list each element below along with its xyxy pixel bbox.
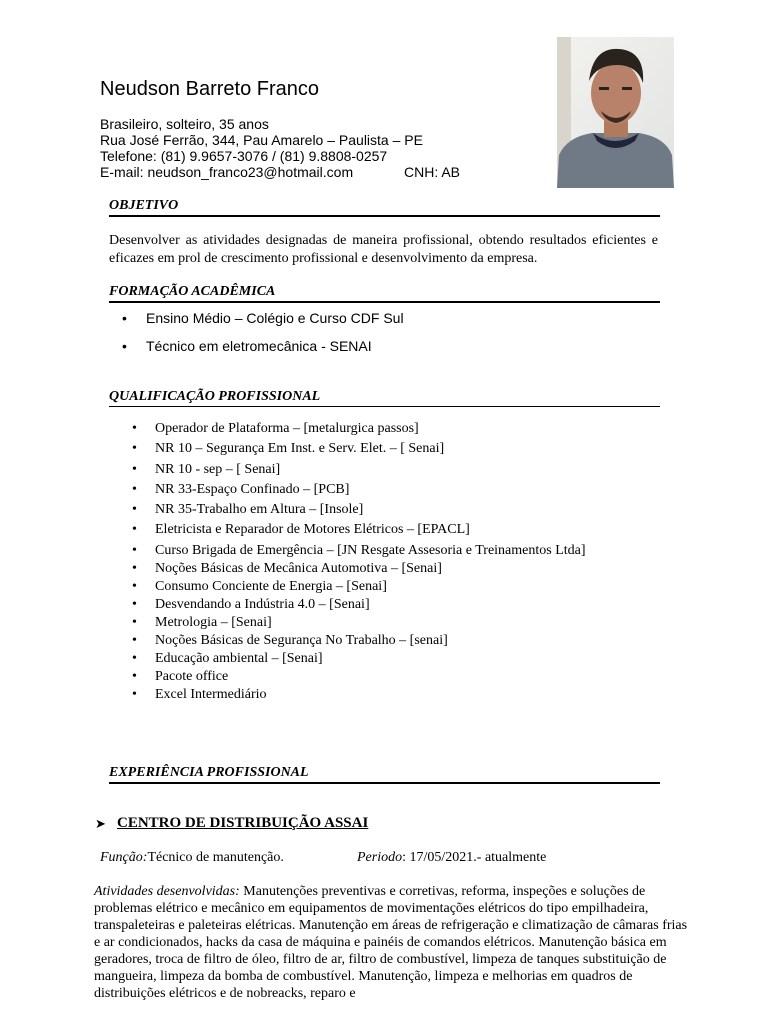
activities-text: Manutenções preventivas e corretivas, reforma, inspeções e soluções de problemas elétrico e mecânico em equipamentos de movimentações elétricos do tipo empilhadeira, transpaleteiras e paleteiras elétricas. Manutenção em áreas de refrigeração e climatização de câmaras frias e ar condicionados, hacks da casa de máquina e painéis de comandos elétricos. Manutenção básica em geradores, troca de filtro de óleo, filtro de ar, filtro de combustível, limpeza de tanques substituição de mangueira, limpeza da bomba de combustível. Manutenção, limpeza e melhorias em quadros de distribuições elétricos e de nobreacks, reparo e xyxy=(94,884,688,1001)
qualification-item: • Desvendando a Indústria 4.0 – [Senai] xyxy=(132,597,370,612)
section-title-experience: EXPERIÊNCIA PROFISSIONAL xyxy=(109,764,660,784)
phone: Telefone: (81) 9.9657-3076 / (81) 9.8808-0257 xyxy=(100,148,388,164)
arrow-bullet-icon: ➤ xyxy=(95,816,106,831)
job-activities xyxy=(94,883,696,1002)
driver-license: CNH: AB xyxy=(404,164,461,180)
period-value: : 17/05/2021.- atualmente xyxy=(402,850,547,865)
activities-label: Atividades desenvolvidas: xyxy=(94,884,240,899)
period-label: Periodo xyxy=(357,850,403,865)
job-period xyxy=(357,850,546,866)
education-item: • Ensino Médio – Colégio e Curso CDF Sul xyxy=(122,310,404,326)
qualification-item: • Curso Brigada de Emergência – [JN Resgate Assesoria e Treinamentos Ltda] xyxy=(132,543,586,558)
profile-photo xyxy=(557,37,674,188)
section-title-objective: OBJETIVO xyxy=(109,197,660,217)
section-title-education: FORMAÇÃO ACADÊMICA xyxy=(109,283,660,303)
qualification-item: • Educação ambiental – [Senai] xyxy=(132,651,323,666)
qualification-item: • Noções Básicas de Segurança No Trabalho – [senai] xyxy=(132,633,448,648)
address: Rua José Ferrão, 344, Pau Amarelo – Paulista – PE xyxy=(100,132,423,148)
section-title-qualifications: QUALIFICAÇÃO PROFISSIONAL xyxy=(109,388,660,407)
qualification-item: • NR 35-Trabalho em Altura – [Insole] xyxy=(132,502,364,517)
candidate-name: Neudson Barreto Franco xyxy=(100,78,320,100)
qualification-item: • Operador de Plataforma – [metalurgica passos] xyxy=(132,421,419,436)
qualification-item: • NR 10 - sep – [ Senai] xyxy=(132,462,281,477)
company-name: CENTRO DE DISTRIBUIÇÃO ASSAI xyxy=(117,815,369,831)
qualification-item: • Metrologia – [Senai] xyxy=(132,615,272,630)
qualification-item: • Consumo Conciente de Energia – [Senai] xyxy=(132,579,387,594)
qualification-item: • Eletricista e Reparador de Motores Elétricos – [EPACL] xyxy=(132,522,470,537)
qualification-item: • Pacote office xyxy=(132,669,229,684)
qualification-item: • NR 33-Espaço Confinado – [PCB] xyxy=(132,482,350,497)
function-value: Técnico de manutenção. xyxy=(147,850,284,865)
qualification-item: • Excel Intermediário xyxy=(132,687,267,702)
email: E-mail: neudson_franco23@hotmail.com xyxy=(100,164,354,180)
objective-text: Desenvolver as atividades designadas de maneira profissional, obtendo resultados eficientes e eficazes em prol de crescimento profissional e desenvolvimento da empresa. xyxy=(109,233,658,266)
qualification-item: • NR 10 – Segurança Em Inst. e Serv. Elet. – [ Senai] xyxy=(132,441,445,456)
education-item: • Técnico em eletromecânica - SENAI xyxy=(122,338,372,354)
qualification-item: • Noções Básicas de Mecânica Automotiva – [Senai] xyxy=(132,561,442,576)
job-function xyxy=(100,850,284,866)
personal-info: Brasileiro, solteiro, 35 anos xyxy=(100,116,269,132)
function-label: Função: xyxy=(100,850,148,865)
